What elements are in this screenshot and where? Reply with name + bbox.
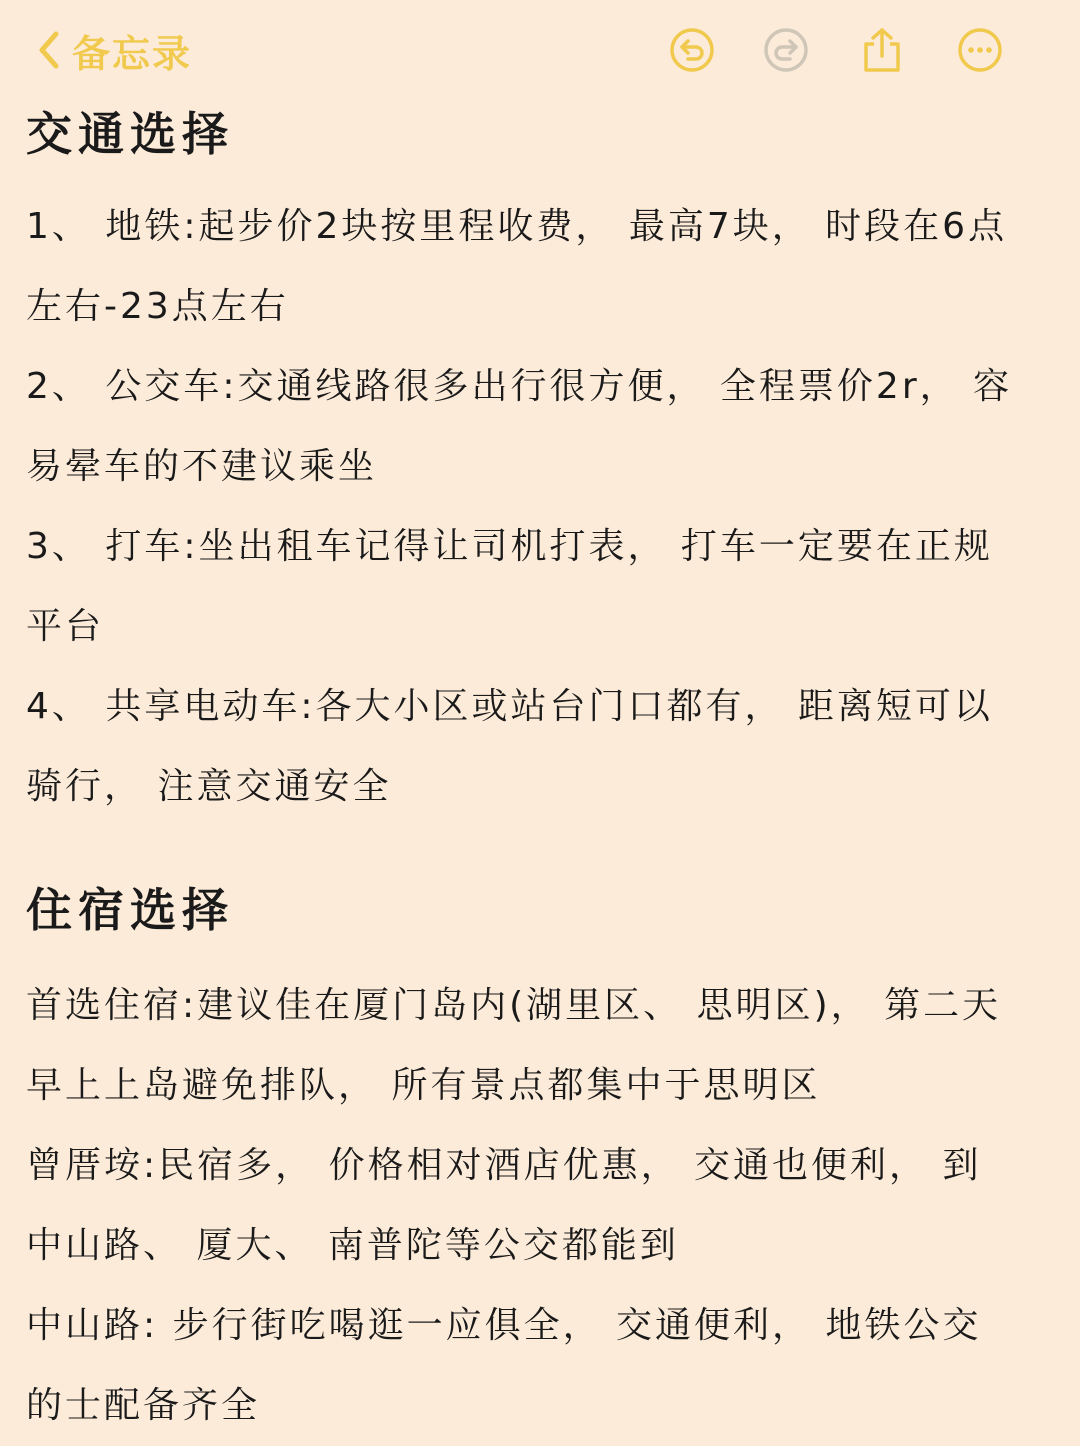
lodging-item-zengcuoan: 曾厝垵:民宿多， 价格相对酒店优惠， 交通也便利， 到 中山路、 厦大、 南普陀等公交都能到 (26, 1145, 982, 1266)
share-button[interactable] (858, 26, 906, 74)
undo-button[interactable] (668, 26, 716, 74)
redo-button[interactable] (762, 26, 810, 74)
section-heading-transport: 交通选择 (26, 107, 234, 161)
chevron-left-icon (36, 30, 62, 70)
lodging-item-preferred: 首选住宿:建议佳在厦门岛内(湖里区、 思明区)， 第二天 早上上岛避免排队， 所有景点都集中于思明区 (26, 985, 1002, 1106)
more-icon (956, 26, 1004, 74)
section-heading-lodging: 住宿选择 (26, 883, 234, 937)
back-button[interactable] (36, 24, 192, 76)
back-label: 备忘录 (72, 31, 193, 76)
transport-item-ebike: 4、 共享电动车:各大小区或站台门口都有， 距离短可以 骑行， 注意交通安全 (26, 686, 993, 807)
transport-item-bus: 2、 公交车:交通线路很多出行很方便， 全程票价2r， 容 易晕车的不建议乘坐 (26, 366, 1013, 487)
transport-item-taxi: 3、 打车:坐出租车记得让司机打表， 打车一定要在正规 平台 (26, 526, 993, 647)
redo-icon (762, 26, 810, 74)
lodging-item-zhongshan-road: 中山路: 步行街吃喝逛一应俱全， 交通便利， 地铁公交 的士配备齐全 (26, 1305, 982, 1426)
navigation-bar (0, 0, 1080, 100)
share-icon (858, 26, 906, 74)
undo-icon (668, 26, 716, 74)
transport-item-metro: 1、 地铁:起步价2块按里程收费， 最高7块， 时段在6点 左右-23点左右 (26, 206, 1008, 327)
more-button[interactable] (956, 26, 1004, 74)
note-body[interactable] (26, 100, 1072, 1446)
